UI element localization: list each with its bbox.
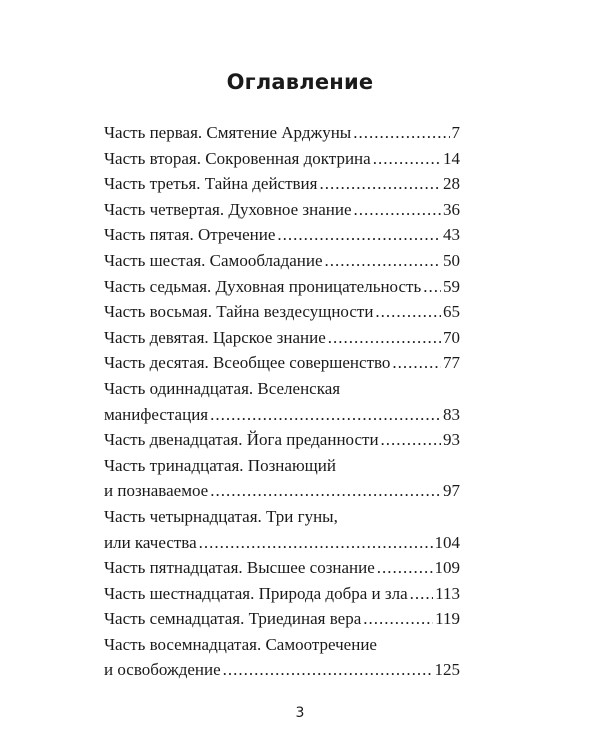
toc-entry-title: Часть пятнадцатая. Высшее сознание bbox=[104, 558, 375, 578]
toc-entry bbox=[104, 581, 460, 607]
toc-line bbox=[104, 299, 460, 325]
toc-entry bbox=[104, 504, 460, 555]
toc-entry-page: 109 bbox=[434, 558, 460, 578]
toc-entry bbox=[104, 555, 460, 581]
toc-line bbox=[104, 197, 460, 223]
toc-entry bbox=[104, 376, 460, 427]
toc-line bbox=[104, 606, 460, 632]
toc-line bbox=[104, 350, 460, 376]
dot-leader bbox=[410, 581, 434, 607]
dot-leader bbox=[223, 657, 433, 683]
toc-entry-title: Часть девятая. Царское знание bbox=[104, 327, 326, 347]
toc-entry-page: 83 bbox=[443, 404, 460, 424]
toc-entry-page: 104 bbox=[434, 532, 460, 552]
toc-entry bbox=[104, 606, 460, 632]
toc-entry bbox=[104, 325, 460, 351]
dot-leader bbox=[210, 402, 441, 428]
toc-entry-title: Часть четырнадцатая. Три гуны, bbox=[104, 506, 338, 526]
toc-entry-title: и познаваемое bbox=[104, 481, 209, 501]
toc-entry-title: Часть семнадцатая. Триединая вера bbox=[104, 609, 362, 629]
toc-entry-title: Часть шестнадцатая. Природа добра и зла bbox=[104, 583, 408, 603]
toc-line bbox=[104, 530, 460, 556]
toc-entry-title: или качества bbox=[104, 532, 197, 552]
toc-entry-title: Часть первая. Смятение Арджуны bbox=[104, 123, 352, 142]
dot-leader bbox=[363, 606, 433, 632]
toc-entry-page: 14 bbox=[443, 148, 460, 168]
toc-line bbox=[104, 325, 460, 351]
dot-leader bbox=[319, 171, 441, 197]
toc-heading: Оглавление bbox=[226, 70, 374, 94]
toc-line bbox=[104, 427, 460, 453]
toc-entry-page: 65 bbox=[443, 302, 460, 322]
dot-leader bbox=[353, 120, 449, 146]
dot-leader bbox=[377, 555, 433, 581]
toc-entry-page: 125 bbox=[434, 660, 460, 680]
toc-entry-page: 113 bbox=[435, 583, 460, 603]
toc-entry bbox=[104, 632, 460, 683]
toc-entry-page: 77 bbox=[443, 353, 460, 373]
toc-entry-title: манифестация bbox=[104, 404, 209, 424]
toc-entry-title: Часть восьмая. Тайна вездесущности bbox=[104, 302, 374, 322]
toc-line bbox=[104, 222, 460, 248]
dot-leader bbox=[381, 427, 441, 453]
dot-leader bbox=[328, 325, 441, 351]
toc-entry-title: Часть пятая. Отречение bbox=[104, 225, 276, 245]
toc-entry-title: Часть третья. Тайна действия bbox=[104, 174, 318, 194]
toc-entry-title: Часть седьмая. Духовная проницательность bbox=[104, 276, 422, 296]
toc-entry bbox=[104, 171, 460, 197]
dot-leader bbox=[277, 222, 441, 248]
toc-line bbox=[104, 248, 460, 274]
toc-entry bbox=[104, 222, 460, 248]
dot-leader bbox=[325, 248, 441, 274]
dot-leader bbox=[375, 299, 441, 325]
toc-line bbox=[104, 478, 460, 504]
toc-entry bbox=[104, 299, 460, 325]
toc-line bbox=[104, 555, 460, 581]
toc-entry-page: 97 bbox=[443, 481, 460, 501]
dot-leader bbox=[199, 530, 433, 556]
dot-leader bbox=[423, 274, 441, 300]
toc-entry-title: Часть одиннадцатая. Вселенская bbox=[104, 378, 341, 398]
toc-entry-page: 36 bbox=[443, 199, 460, 219]
toc-line bbox=[104, 402, 460, 428]
toc-entry-page: 28 bbox=[443, 174, 460, 194]
toc-line bbox=[104, 376, 460, 402]
toc-entry-title: и освобождение bbox=[104, 660, 221, 680]
toc-entry-title: Часть четвертая. Духовное знание bbox=[104, 199, 352, 219]
dot-leader bbox=[354, 197, 441, 223]
toc-entry-page: 50 bbox=[443, 250, 460, 270]
toc-entry-page: 7 bbox=[451, 123, 460, 142]
toc-entry bbox=[104, 274, 460, 300]
toc-entry bbox=[104, 453, 460, 504]
toc-line bbox=[104, 274, 460, 300]
toc-line bbox=[104, 453, 460, 479]
toc-entry-title: Часть вторая. Сокровенная доктрина bbox=[104, 148, 371, 168]
toc-entry-title: Часть шестая. Самообладание bbox=[104, 250, 323, 270]
toc-line bbox=[104, 581, 460, 607]
table-of-contents bbox=[104, 120, 460, 683]
toc-entry-title: Часть восемнадцатая. Самоотречение bbox=[104, 634, 377, 654]
toc-line bbox=[104, 171, 460, 197]
toc-line bbox=[104, 120, 460, 146]
toc-line bbox=[104, 657, 460, 683]
toc-line bbox=[104, 504, 460, 530]
dot-leader bbox=[373, 146, 441, 172]
toc-entry-page: 70 bbox=[443, 327, 460, 347]
toc-entry-title: Часть десятая. Всеобщее совершенство bbox=[104, 353, 391, 373]
toc-line bbox=[104, 632, 460, 658]
toc-entry-page: 59 bbox=[443, 276, 460, 296]
toc-entry-page: 119 bbox=[435, 609, 460, 629]
toc-entry bbox=[104, 248, 460, 274]
dot-leader bbox=[392, 350, 441, 376]
toc-entry-title: Часть тринадцатая. Познающий bbox=[104, 455, 336, 475]
toc-entry bbox=[104, 350, 460, 376]
toc-entry-title: Часть двенадцатая. Йога преданности bbox=[104, 430, 379, 450]
toc-entry bbox=[104, 146, 460, 172]
page-number: 3 bbox=[295, 705, 305, 721]
toc-entry bbox=[104, 427, 460, 453]
toc-entry bbox=[104, 197, 460, 223]
toc-line bbox=[104, 146, 460, 172]
toc-entry bbox=[104, 120, 460, 146]
dot-leader bbox=[210, 478, 441, 504]
toc-entry-page: 93 bbox=[443, 430, 460, 450]
toc-entry-page: 43 bbox=[443, 225, 460, 245]
